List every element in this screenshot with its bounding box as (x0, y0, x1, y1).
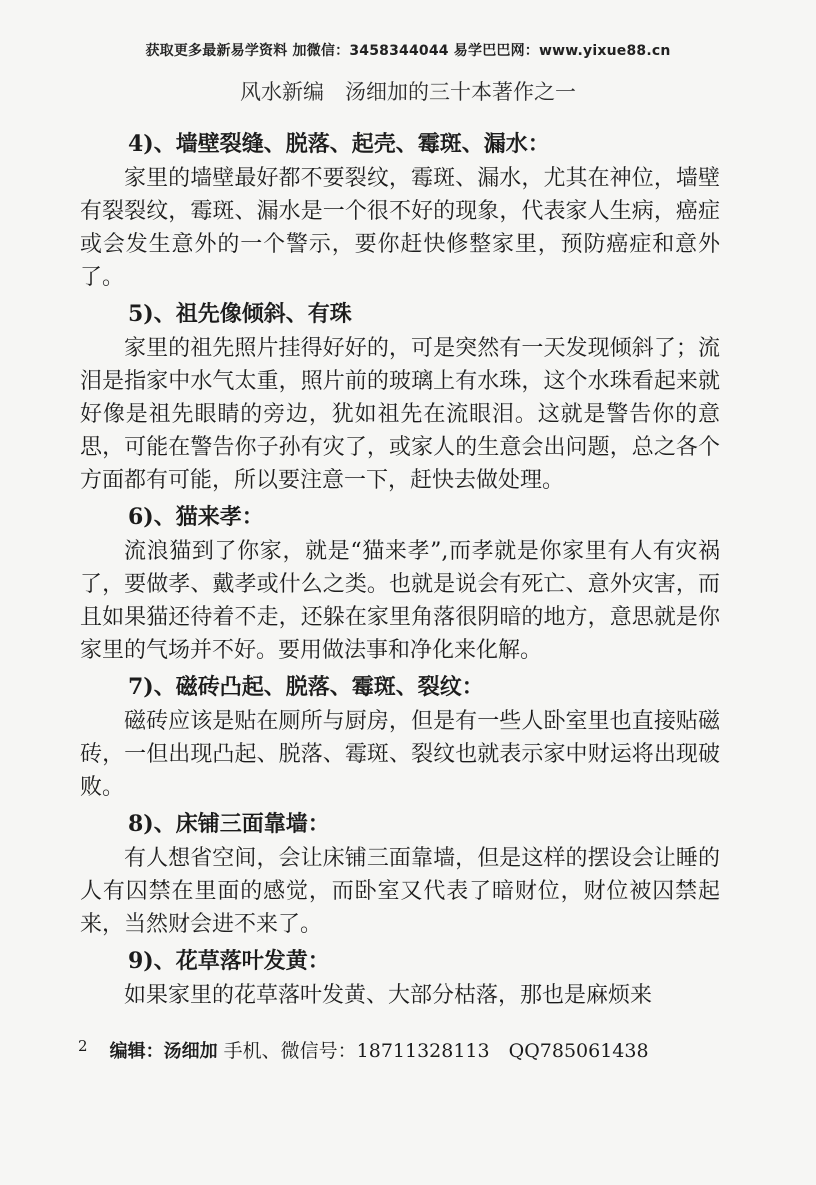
section-heading: 4)、墙壁裂缝、脱落、起壳、霉斑、漏水： (128, 131, 550, 157)
watermark-text: 获取更多最新易学资料 加微信：3458344044 易学巴巴网：www.yixue88.cn (145, 43, 671, 59)
section-heading: 7)、磁砖凸起、脱落、霉斑、裂纹： (128, 674, 484, 700)
section-paragraph: 如果家里的花草落叶发黄、大部分枯落，那也是麻烦来 (124, 983, 653, 1008)
editor-label: 编辑：汤细加 (109, 1041, 218, 1062)
article-body (80, 126, 720, 1014)
page-footer (78, 1036, 778, 1063)
section-paragraph: 家里的祖先照片挂得好好的，可是突然有一天发现倾斜了；流泪是指家中水气太重，照片前的玻璃上有水珠，这个水珠看起来就好像是祖先眼睛的旁边，犹如祖先在流眼泪。这就是警告你的意思，可能在警告你子孙有灾了，或家人的生意会出问题，总之各个方面都有可能，所以要注意一下，赶快去做处理。 (80, 336, 720, 493)
section-paragraph: 有人想省空间，会让床铺三面靠墙，但是这样的摆设会让睡的人有囚禁在里面的感觉，而卧室又代表了暗财位，财位被囚禁起来，当然财会进不来了。 (80, 846, 720, 937)
section-heading: 8)、床铺三面靠墙： (128, 811, 330, 837)
page-number: 2 (78, 1037, 88, 1055)
section-heading: 5)、祖先像倾斜、有珠 (128, 301, 352, 327)
section-paragraph: 流浪猫到了你家，就是“猫来孝”,而孝就是你家里有人有灾祸了，要做孝、戴孝或什么之类。也就是说会有死亡、意外灾害，而且如果猫还待着不走，还躲在家里角落很阴暗的地方，意思就是你家里的气场并不好。要用做法事和净化来化解。 (80, 539, 720, 663)
section-heading: 9)、花草落叶发黄： (128, 948, 330, 974)
contact-info: 手机、微信号：18711328113 QQ785061438 (223, 1040, 649, 1062)
section-paragraph: 磁砖应该是贴在厕所与厨房，但是有一些人卧室里也直接贴磁砖，一但出现凸起、脱落、霉斑、裂纹也就表示家中财运将出现破败。 (80, 709, 720, 800)
section-heading: 6)、猫来孝： (128, 504, 264, 530)
section-paragraph: 家里的墙壁最好都不要裂纹，霉斑、漏水，尤其在神位，墙壁有裂裂纹，霉斑、漏水是一个很不好的现象，代表家人生病，癌症或会发生意外的一个警示，要你赶快修整家里，预防癌症和意外了。 (80, 166, 720, 290)
book-title: 风水新编 汤细加的三十本著作之一 (240, 80, 576, 104)
